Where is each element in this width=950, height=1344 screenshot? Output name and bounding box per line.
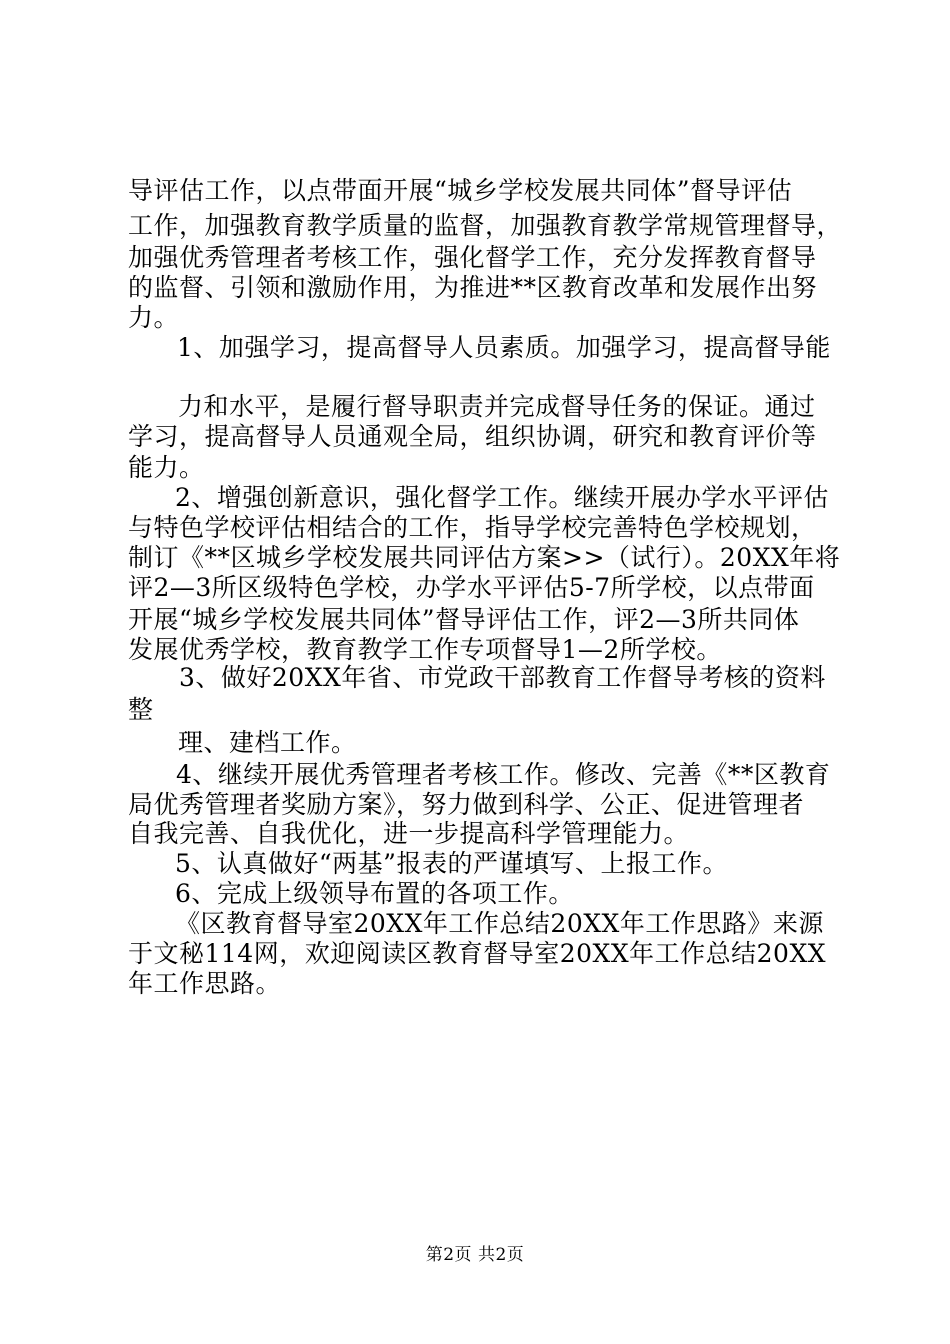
body-text-line: 能力。	[128, 453, 205, 482]
body-text-line: 局优秀管理者奖励方案》，努力做到科学、公正、促进管理者	[128, 790, 805, 819]
body-text-line: 学习，提高督导人员通观全局，组织协调，研究和教育评价等	[128, 422, 817, 451]
body-text-line: 与特色学校评估相结合的工作，指导学校完善特色学校规划，	[128, 513, 817, 542]
body-text-line: 评2—3所区级特色学校，办学水平评估5-7所学校，以点带面	[128, 573, 815, 602]
body-text-line: 于文秘114网，欢迎阅读区教育督导室20XX年工作总结20XX	[128, 939, 827, 968]
body-text-line: 发展优秀学校，教育教学工作专项督导1—2所学校。	[128, 635, 722, 664]
body-text-line: 力和水平，是履行督导职责并完成督导任务的保证。通过	[178, 392, 816, 421]
body-text-line: 5、认真做好“两基”报表的严谨填写、上报工作。	[175, 849, 728, 878]
body-text-line: 制订《**区城乡学校发展共同评估方案>>（试行）。20XX年将	[128, 543, 841, 572]
body-text-line: 2、增强创新意识，强化督学工作。继续开展办学水平评估	[175, 483, 829, 512]
body-text-line: 年工作思路。	[128, 969, 282, 998]
body-text-line: 开展“城乡学校发展共同体”督导评估工作，评2—3所共同体	[128, 605, 800, 634]
body-text-line: 导评估工作，以点带面开展“城乡学校发展共同体”督导评估	[128, 176, 793, 205]
body-text-line: 自我完善、自我优化，进一步提高科学管理能力。	[128, 819, 690, 848]
body-text-line: 3、做好20XX年省、市党政干部教育工作督导考核的资料	[179, 663, 826, 692]
body-text-line: 6、完成上级领导布置的各项工作。	[175, 879, 574, 908]
body-text-line: 加强优秀管理者考核工作，强化督学工作，充分发挥教育督导	[128, 243, 817, 272]
body-text-line: 力。	[128, 303, 180, 332]
body-text-line: 《区教育督导室20XX年工作总结20XX年工作思路》来源	[175, 909, 824, 938]
body-text-line: 理、建档工作。	[178, 728, 357, 757]
body-text-line: 1、加强学习，提高督导人员素质。加强学习，提高督导能	[177, 333, 831, 362]
body-text-line: 整	[128, 695, 154, 724]
body-text-line: 4、继续开展优秀管理者考核工作。修改、完善《**区教育	[176, 760, 831, 789]
page-number-footer: 第2页 共2页	[425, 1245, 525, 1265]
body-text-line: 的监督、引领和激励作用，为推进**区教育改革和发展作出努	[128, 273, 818, 302]
body-text-line: 工作，加强教育教学质量的监督，加强教育教学常规管理督导，	[128, 211, 843, 240]
